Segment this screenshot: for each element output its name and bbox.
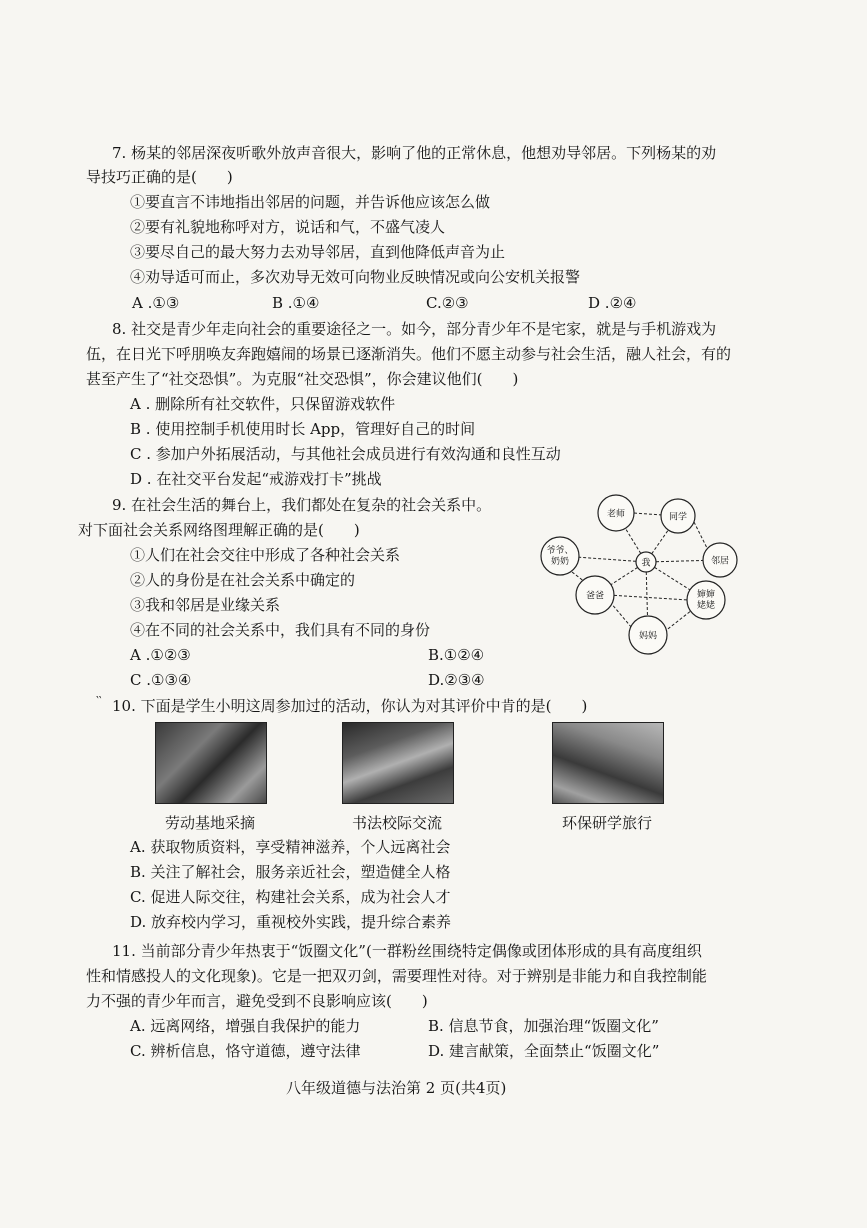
q10-option-d: D. 放弃校内学习，重视校外实践，提升综合素养: [130, 913, 452, 931]
q10-stem: 10. 下面是学生小明这周参加过的活动，你认为对其评价中肯的是( ): [112, 697, 588, 715]
q11-option-a: A. 远离网络，增强自我保护的能力: [130, 1017, 361, 1035]
diagram-node-aunts-line1: 婶婶: [696, 590, 716, 600]
diagram-center-label: 我: [641, 558, 651, 569]
page-footer: 八年级道德与法治第 2 页(共4页): [286, 1079, 507, 1097]
photo-labor-picking: [155, 722, 267, 804]
q10-scan-marks: ‵‵: [96, 694, 102, 708]
q11-options-row2: [0, 1040, 867, 1062]
q9-stem-line1: 9. 在社会生活的舞台上，我们都处在复杂的社会关系中。: [112, 496, 492, 514]
q9-item-1: ①人们在社会交往中形成了各种社会关系: [130, 546, 401, 564]
q11-stem-line1: 11. 当前部分青少年热衷于“饭圈文化”(一群粉丝围绕特定偶像或团体形成的具有高度组织: [112, 942, 702, 960]
q9-stem-line2: 对下面社会关系网络图理解正确的是( ): [78, 521, 360, 539]
q8-option-a: A . 删除所有社交软件，只保留游戏软件: [130, 395, 396, 413]
q9-options-row2: [0, 669, 867, 691]
q9-item-2: ②人的身份是在社会关系中确定的: [130, 571, 356, 589]
diagram-node-grandparents-line2: 奶奶: [550, 557, 570, 567]
q9-option-a: A .①②③: [130, 646, 191, 664]
q7-option-b: B .①④: [272, 294, 320, 312]
q8-option-b: B . 使用控制手机使用时长 App，管理好自己的时间: [130, 420, 476, 438]
q9-option-b: B.①②④: [428, 646, 485, 664]
q8-stem-line1: 8. 社交是青少年走向社会的重要途径之一。如今，部分青少年不是宅家，就是与手机游戏为: [112, 320, 717, 338]
q8-stem-line3: 甚至产生了“社交恐惧”。为克服“社交恐惧”，你会建议他们( ): [86, 370, 519, 388]
q7-options: [0, 292, 867, 314]
q10-option-c: C. 促进人际交往，构建社会关系，成为社会人才: [130, 888, 451, 906]
q8-option-c: C . 参加户外拓展活动，与其他社会成员进行有效沟通和良性互动: [130, 445, 561, 463]
q7-stem-line1: 7. 杨某的邻居深夜听歌外放声音很大，影响了他的正常休息，他想劝导邻居。下列杨某的劝: [112, 144, 717, 162]
q10-option-a: A. 获取物质资料，享受精神滋养，个人远离社会: [130, 838, 451, 856]
caption-calligraphy-exchange: 书法校际交流: [351, 814, 442, 832]
photo-calligraphy-exchange: [342, 722, 454, 804]
q8-option-d: D . 在社交平台发起“戒游戏打卡”挑战: [130, 470, 382, 488]
q9-option-c: C .①③④: [130, 671, 192, 689]
diagram-node-teacher: 老师: [606, 509, 626, 520]
q7-stem-line2: 导技巧正确的是( ): [86, 168, 233, 186]
q7-option-a: A .①③: [132, 294, 180, 312]
social-relations-diagram: [530, 490, 760, 660]
q7-item-1: ①要直言不讳地指出邻居的问题，并告诉他应该怎么做: [130, 193, 491, 211]
q10-option-b: B. 关注了解社会，服务亲近社会，塑造健全人格: [130, 863, 451, 881]
q9-option-d: D.②③④: [428, 671, 485, 689]
q7-option-c: C.②③: [426, 294, 469, 312]
q9-item-4: ④在不同的社会关系中，我们具有不同的身份: [130, 621, 431, 639]
diagram-node-neighbor: 邻居: [710, 556, 730, 567]
photo-eco-study-trip: [552, 722, 664, 804]
caption-labor-picking: 劳动基地采摘: [164, 814, 255, 832]
q11-option-b: B. 信息节食，加强治理“饭圈文化”: [428, 1017, 659, 1035]
q11-option-d: D. 建言献策，全面禁止“饭圈文化”: [428, 1042, 660, 1060]
q7-option-d: D .②④: [588, 294, 637, 312]
q11-options-row1: [0, 1015, 867, 1037]
q7-item-4: ④劝导适可而止，多次劝导无效可向物业反映情况或向公安机关报警: [130, 268, 581, 286]
q9-item-3: ③我和邻居是业缘关系: [130, 596, 281, 614]
q7-item-2: ②要有礼貌地称呼对方，说话和气，不盛气凌人: [130, 218, 446, 236]
q7-item-3: ③要尽自己的最大努力去劝导邻居，直到他降低声音为止: [130, 243, 506, 261]
caption-eco-study-trip: 环保研学旅行: [561, 814, 652, 832]
q8-stem-line2: 伍，在日光下呼朋唤友奔跑嬉闹的场景已逐渐消失。他们不愿主动参与社会生活，融人社会，有的: [86, 345, 732, 363]
q11-option-c: C. 辨析信息，恪守道德，遵守法律: [130, 1042, 361, 1060]
q11-stem-line2: 性和情感投人的文化现象)。它是一把双刃剑，需要理性对待。对于辨别是非能力和自我控制能: [86, 967, 707, 985]
diagram-node-grandparents-line1: 爷爷、: [546, 546, 574, 556]
diagram-node-father: 爸爸: [585, 591, 605, 602]
q11-stem-line3: 力不强的青少年而言，避免受到不良影响应该( ): [86, 992, 428, 1010]
diagram-node-classmate: 同学: [668, 512, 688, 523]
diagram-node-mother: 妈妈: [638, 631, 658, 642]
diagram-node-aunts-line2: 姥姥: [696, 601, 716, 611]
